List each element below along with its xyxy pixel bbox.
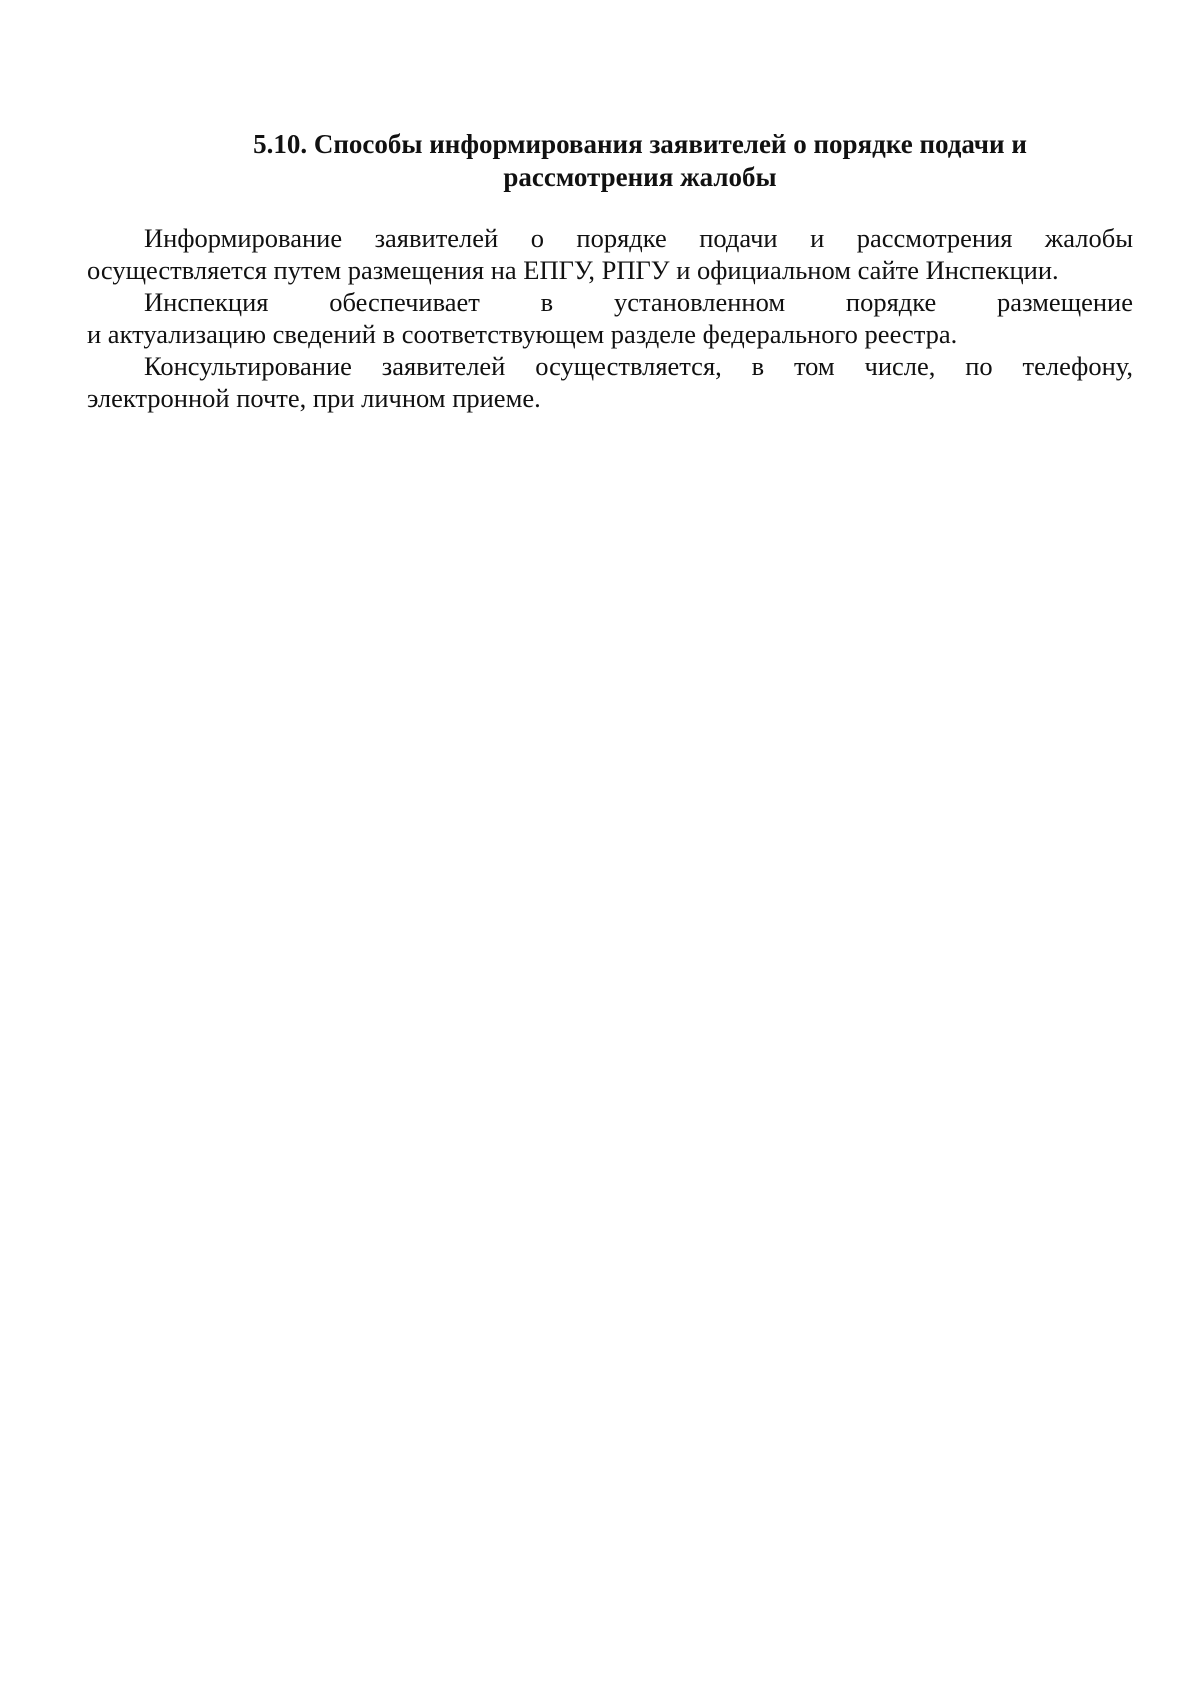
paragraph-inspection-line-2: и актуализацию сведений в соответствующем разделе федерального реестра. (87, 319, 958, 349)
paragraph-inspection (87, 286, 1133, 350)
paragraph-consulting-line-1: Консультирование заявителей осуществляется, в том числе, по телефону, (144, 351, 1133, 381)
paragraph-inspection-line-1: Инспекция обеспечивает в установленном порядке размещение (144, 287, 1133, 317)
paragraph-consulting (87, 350, 1133, 414)
paragraph-consulting-line-2: электронной почте, при личном приеме. (87, 383, 541, 413)
section-heading (160, 128, 1120, 194)
paragraph-informing-line-1: Информирование заявителей о порядке подачи и рассмотрения жалобы (144, 223, 1133, 253)
section-heading-line-2: рассмотрения жалобы (503, 162, 777, 192)
paragraph-informing-line-2: осуществляется путем размещения на ЕПГУ, РПГУ и официальном сайте Инспекции. (87, 255, 1059, 285)
section-heading-line-1: 5.10. Способы информирования заявителей о порядке подачи и (253, 129, 1027, 159)
section-body (87, 222, 1133, 414)
paragraph-informing (87, 222, 1133, 286)
